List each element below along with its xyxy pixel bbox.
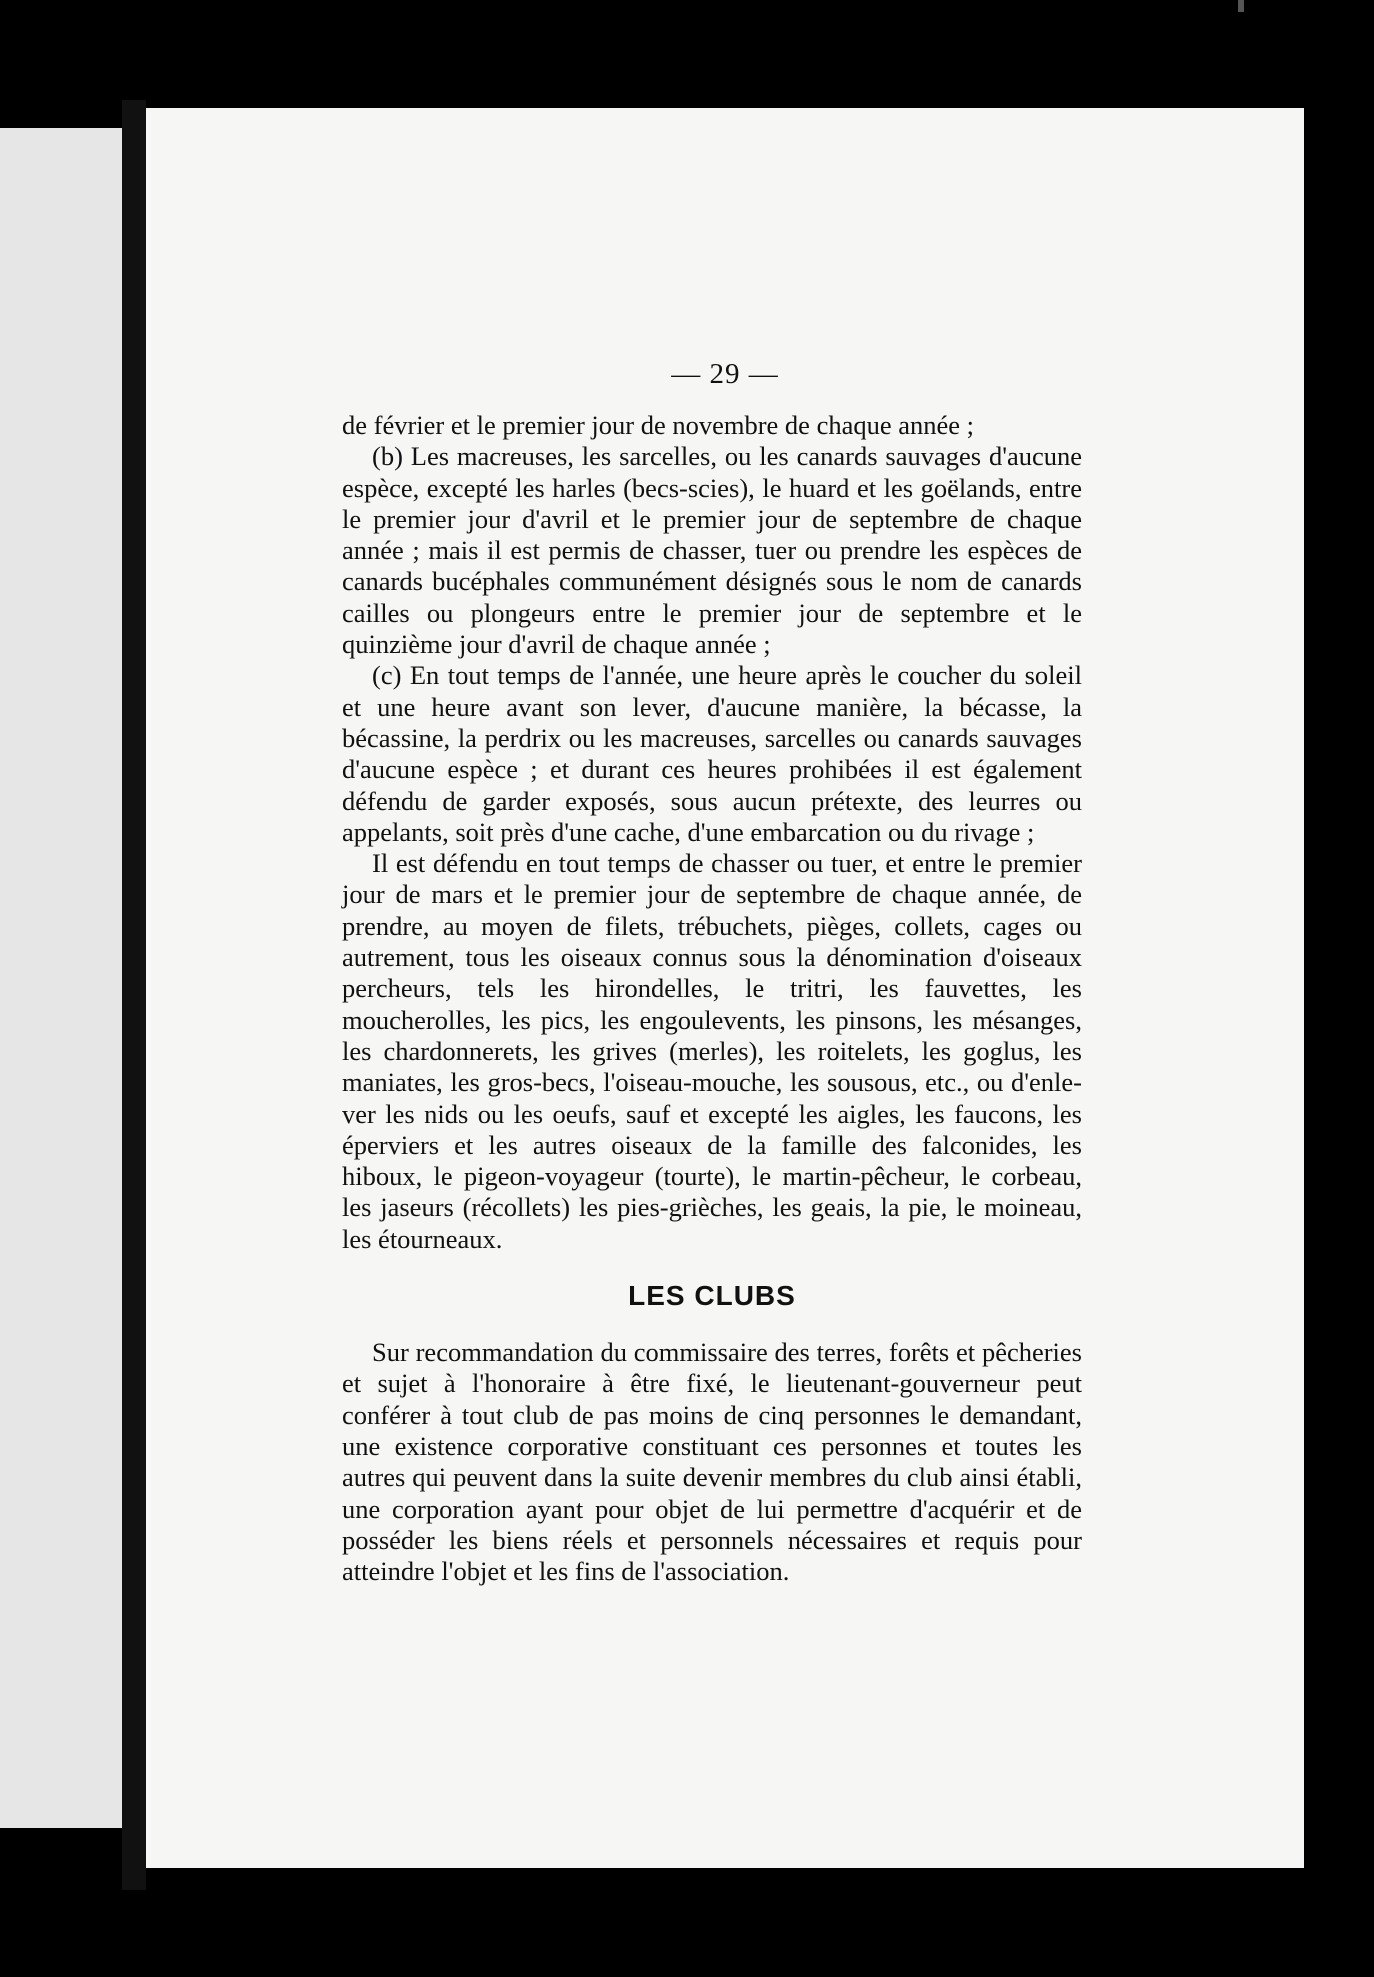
previous-page-edge (0, 128, 122, 1828)
page-gutter (122, 100, 146, 1890)
page-number: — 29 — (671, 358, 779, 390)
scan-mark (1238, 0, 1244, 12)
paragraph-c: (c) En tout temps de l'année, une heure après le coucher du soleil et une heure avant son lever, d'aucune manière, la bécasse, la bécassine, la perdrix ou les macreuses, sarcelles ou canards sauvages d'aucune espèce ; et durant ces heures prohibées il est également défendu de garder exposés, sous aucun prétexte, des leurres ou appelants, soit près d'une cache, d'une embarcation ou du rivage ; (342, 660, 1082, 847)
paragraph-b: (b) Les macreuses, les sarcelles, ou les canards sauvages d'aucune espèce, excepté les harles (becs-scies), le huard et les goëlands, entre le premier jour d'avril et le premier jour de septembre de chaque année ; mais il est permis de chasser, tuer ou prendre les espèces de canards bucéphales communément désignés sous le nom de canards cailles ou plongeurs entre le premier jour de septembre et le quinzième jour d'avril de chaque année ; (342, 441, 1082, 660)
document-page (146, 108, 1304, 1868)
section-heading: LES CLUBS (628, 1280, 796, 1312)
paragraph-clubs: Sur recommandation du commissaire des terres, forêts et pêcheries et sujet à l'honoraire à être fixé, le lieutenant-gouverneur peut conférer à tout club de pas moins de cinq personnes le demandant, une existence corporative constituant ces personnes et toutes les autres qui peuvent dans la suite devenir membres du club ainsi établi, une corporation ayant pour objet de lui permettre d'acquérir et de posséder les biens réels et personnels nécessaires et requis pour atteindre l'objet et les fins de l'association. (342, 1337, 1082, 1587)
paragraph-birds: Il est défendu en tout temps de chasser ou tuer, et entre le premier jour de mars et le premier jour de septembre de chaque année, de prendre, au moyen de filets, trébuchets, pièges, collets, cages ou autrement, tous les oiseaux connus sous la dénomination d'oiseaux percheurs, tels les hirondelles, le tritri, les fauvettes, les moucherolles, les pics, les engoulevents, les pinsons, les mésanges, les chardonnerets, les grives (merles), les roitelets, les goglus, les maniates, les gros-becs, l'oiseau-mouche, les sousous, etc., ou d'enlever les nids ou les oeufs, sauf et excepté les aigles, les faucons, les éperviers et les autres oiseaux de la famille des falconides, les hiboux, le pigeon-voyageur (tourte), le martin-pêcheur, le corbeau, les jaseurs (récollets) les pies-grièches, les geais, la pie, le moineau, les étourneaux. (342, 848, 1082, 1254)
body-text (342, 410, 1082, 1587)
paragraph-continuation: de février et le premier jour de novembre de chaque année ; (342, 410, 975, 440)
